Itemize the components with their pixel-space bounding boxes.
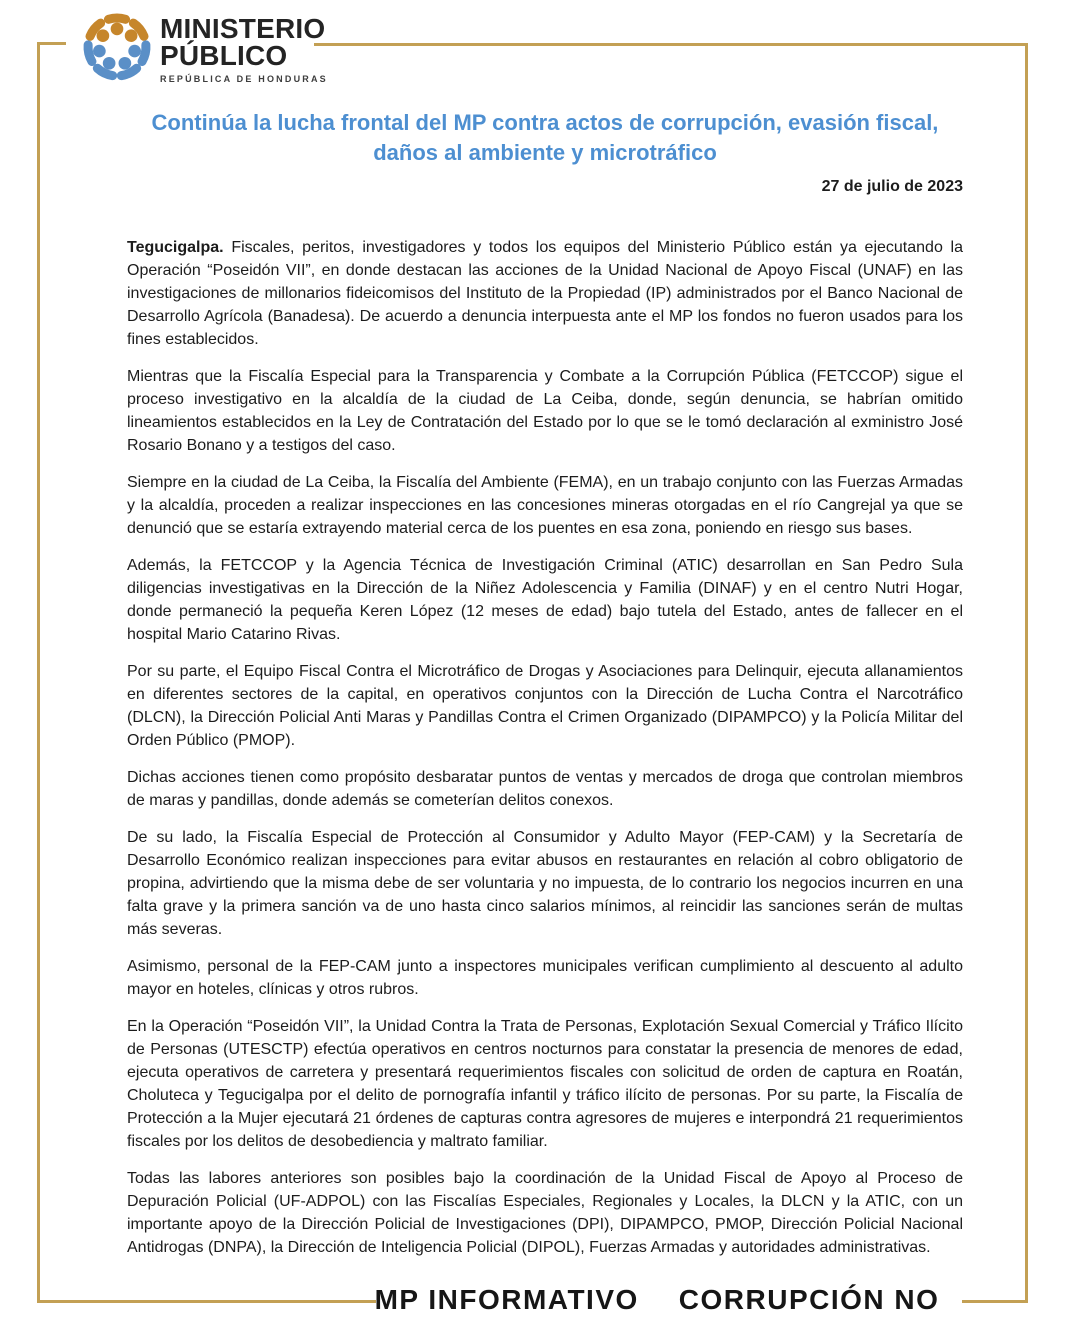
paragraph-1 [127,236,963,351]
org-name-line1: MINISTERIO [160,13,326,44]
frame-bottom-left-line [37,1300,376,1303]
paragraph-text: Fiscales, peritos, investigadores y todos los equipos del Ministerio Público están ya ejecutando la Operación “Poseidón VII”, en donde destacan las acciones de la Unidad Nacional de Apoyo Fiscal (UNAF) en las investigaciones de millonarios fideicomisos del Instituto de la Propiedad (IP) administrados por el Banco Nacional de Desarrollo Agrícola (Banadesa). De acuerdo a denuncia interpuesta ante el MP los fondos no fueron usados para los fines establecidos. [127,239,964,348]
footer-banner [374,1276,940,1324]
footer-left-label: MP INFORMATIVO [374,1284,639,1315]
ministerio-publico-logo [79,7,155,87]
org-name-line2: PÚBLICO [160,40,288,71]
paragraph-6: Dichas acciones tienen como propósito desbaratar puntos de ventas y mercados de droga que controlan miembros de maras y pandillas, donde además se cometerían delitos conexos. [127,769,963,809]
paragraph-8: Asimismo, personal de la FEP-CAM junto a inspectores municipales verifican cumplimiento al descuento al adulto mayor en hoteles, clínicas y otros rubros. [127,958,963,998]
paragraph-7: De su lado, la Fiscalía Especial de Protección al Consumidor y Adulto Mayor (FEP-CAM) y la Secretaría de Desarrollo Económico realizan inspecciones para evitar abusos en restaurantes en relación al cobro obligatorio de propina, advirtiendo que la misma debe de ser voluntaria y no impuesta, de lo contrario los negocios incurren en una falta grave y la primera sanción va de uno hasta cinco salarios mínimos, al reincidir las sanciones serán de multas más severas. [127,829,963,938]
org-subtitle: REPÚBLICA DE HONDURAS [160,74,328,84]
paragraph-9: En la Operación “Poseidón VII”, la Unidad Contra la Trata de Personas, Explotación Sexual Comercial y Tráfico Ilícito de Personas (UTESCTP) efectúa operativos en centros nocturnos para constatar la presencia de menores de edad, ejecuta operativos de carretera y presentará requerimientos fiscales con solicitud de orden de captura en Roatán, Choluteca y Tegucigalpa por el delito de pornografía infantil y tráfico ilícito de personas. Por su parte, la Fiscalía de Protección a la Mujer ejecutará 21 órdenes de capturas contra agresores de mujeres e interpondrá 21 requerimientos fiscales por los delitos de desobediencia y maltrato familiar. [127,1018,963,1150]
paragraph-5: Por su parte, el Equipo Fiscal Contra el Microtráfico de Drogas y Asociaciones para Delinquir, ejecuta allanamientos en diferentes sectores de la capital, en operativos conjuntos con la Dirección de Lucha Contra el Narcotráfico (DLCN), la Dirección Policial Anti Maras y Pandillas Contra el Crimen Organizado (DIPAMPCO) y la Policía Militar del Orden Público (PMOP). [127,663,963,749]
paragraph-4: Además, la FETCCOP y la Agencia Técnica de Investigación Criminal (ATIC) desarrollan en San Pedro Sula diligencias investigativas en la Dirección de la Niñez Adolescencia y Familia (DINAF) y en el centro Nutri Hogar, donde permaneció la pequeña Keren López (12 meses de edad) bajo tutela del Estado, antes de fallecer en el hospital Mario Catarino Rivas. [127,557,963,643]
frame-left-line [37,42,40,1303]
frame-top-right-line [314,43,1028,46]
paragraph-2: Mientras que la Fiscalía Especial para la Transparencia y Combate a la Corrupción Pública (FETCCOP) sigue el proceso investigativo en la alcaldía de la ciudad de La Ceiba, donde, según denuncia, se habrían omitido lineamientos establecidos en la Ley de Contratación del Estado por lo que se le tomó declaración al exministro José Rosario Bonano y a testigos del caso. [127,368,963,454]
page-title: Continúa la lucha frontal del MP contra actos de corrupción, evasión fiscal, daños al ambiente y microtráfico [151,110,939,165]
article-date: 27 de julio de 2023 [821,178,963,195]
paragraph-10: Todas las labores anteriores son posibles bajo la coordinación de la Unidad Fiscal de Apoyo al Proceso de Depuración Policial (UF-ADPOL) con las Fiscalías Especiales, Regionales y Locales, la DLCN y la ATIC, con un importante apoyo de la Dirección Policial de Investigaciones (DPI), DIPAMPCO, PMOP, Dirección Policial Nacional Antidrogas (DNPA), la Dirección de Inteligencia Policial (DIPOL), Fuerzas Armadas y autoridades administrativas. [127,1170,963,1256]
dateline: Tegucigalpa. [127,239,224,256]
paragraph-3: Siempre en la ciudad de La Ceiba, la Fiscalía del Ambiente (FEMA), en un trabajo conjunto con las Fuerzas Armadas y la alcaldía, proceden a realizar inspecciones en las concesiones mineras otorgadas en el río Cangrejal ya que se denunció que se estaría extrayendo material cerca de los puentes en esa zona, poniendo en riesgo sus bases. [127,474,963,537]
frame-top-left-stub [37,42,66,45]
people-circle-icon [79,7,155,87]
frame-bottom-right-stub [962,1300,1028,1303]
footer-right-label: CORRUPCIÓN NO [678,1284,940,1315]
frame-right-line [1025,43,1028,1303]
article [127,108,963,1273]
article-body [127,236,963,1259]
logo-wordmark [160,15,328,84]
